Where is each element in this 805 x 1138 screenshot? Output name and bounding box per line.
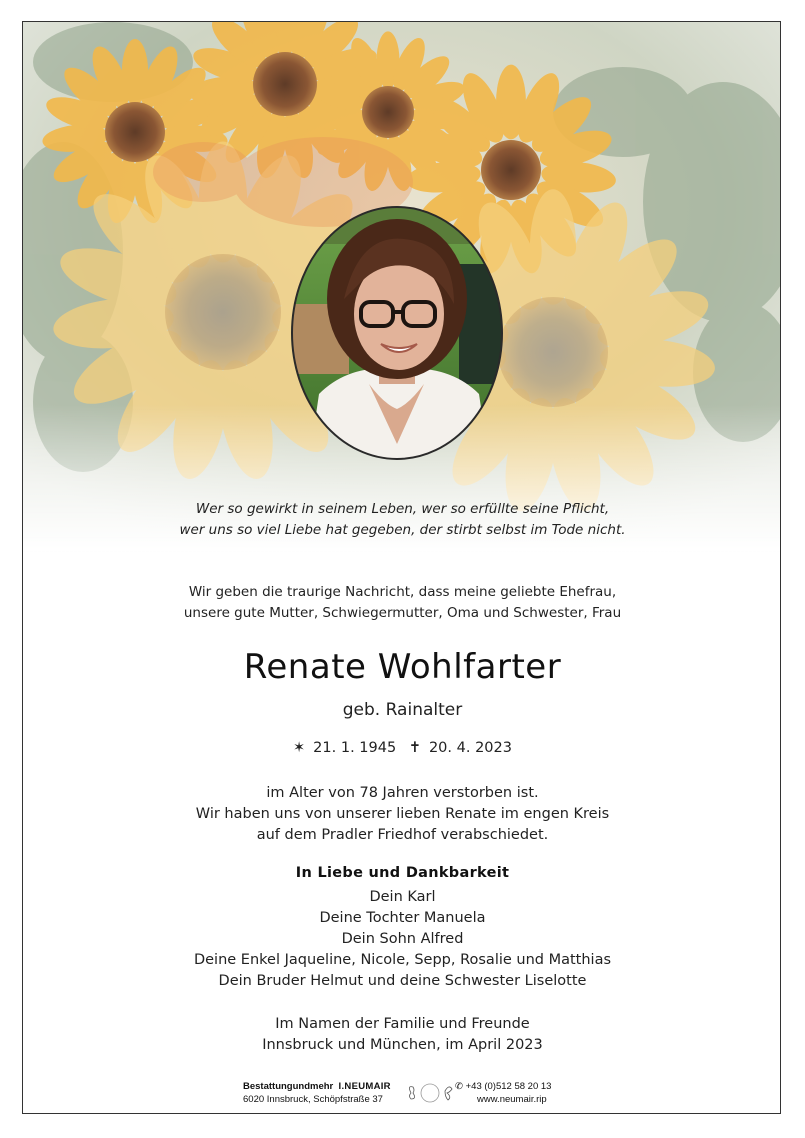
mourners-heading: In Liebe und Dankbarkeit [295,865,510,881]
quote-line: Wer so gewirkt in seinem Leben, wer so erfüllte seine Pflicht, [195,501,610,517]
butterfly-logo-icon [405,1081,455,1105]
funeral-home-address-block [243,1080,391,1106]
funeral-home-footer [23,1080,781,1110]
portrait-photo [289,204,505,462]
body-line: auf dem Pradler Friedhof verabschiedet. [256,827,549,843]
closing-line: Innsbruck und München, im April 2023 [262,1037,543,1053]
body-line: Wir haben uns von unserer lieben Renate im engen Kreis [195,806,610,822]
announcement-intro [23,582,781,624]
quote-line: wer uns so viel Liebe hat gegeben, der stirbt selbst im Tode nicht. [179,522,626,538]
intro-line: Wir geben die traurige Nachricht, dass meine geliebte Ehefrau, [188,584,617,600]
intro-line: unsere gute Mutter, Schwiegermutter, Oma und Schwester, Frau [183,605,622,621]
mourners-list [23,887,781,992]
phone-number-row: ✆ +43 (0)512 58 20 13 [455,1081,552,1092]
company-name: Bestattungundmehr I.NEUMAIR [243,1081,391,1092]
announcement-body [23,783,781,846]
website-link[interactable]: www.neumair.rip [477,1094,547,1105]
life-dates [23,740,781,756]
mourner-line: Dein Sohn Alfred [341,931,464,947]
mourner-line: Dein Karl [369,889,436,905]
closing [23,1014,781,1056]
birth-star-icon: ✶ [293,740,306,756]
death-cross-icon: ✝ [408,740,421,756]
contact-block [455,1080,551,1106]
maiden-name: geb. Rainalter [342,700,463,720]
memorial-quote [23,499,781,541]
company-address: 6020 Innsbruck, Schöpfstraße 37 [243,1094,383,1105]
body-line: im Alter von 78 Jahren verstorben ist. [266,785,539,801]
deceased-name: Renate Wohlfarter [243,647,562,687]
mourner-line: Deine Enkel Jaqueline, Nicole, Sepp, Rosalie und Matthias [193,952,612,968]
obituary-card [22,21,781,1114]
mourner-line: Deine Tochter Manuela [319,910,486,926]
phone-icon: ✆ [455,1081,463,1092]
closing-line: Im Namen der Familie und Freunde [275,1016,530,1032]
birth-date: 21. 1. 1945 [313,740,397,756]
death-date: 20. 4. 2023 [428,740,512,756]
mourner-line: Dein Bruder Helmut und deine Schwester Liselotte [218,973,587,989]
